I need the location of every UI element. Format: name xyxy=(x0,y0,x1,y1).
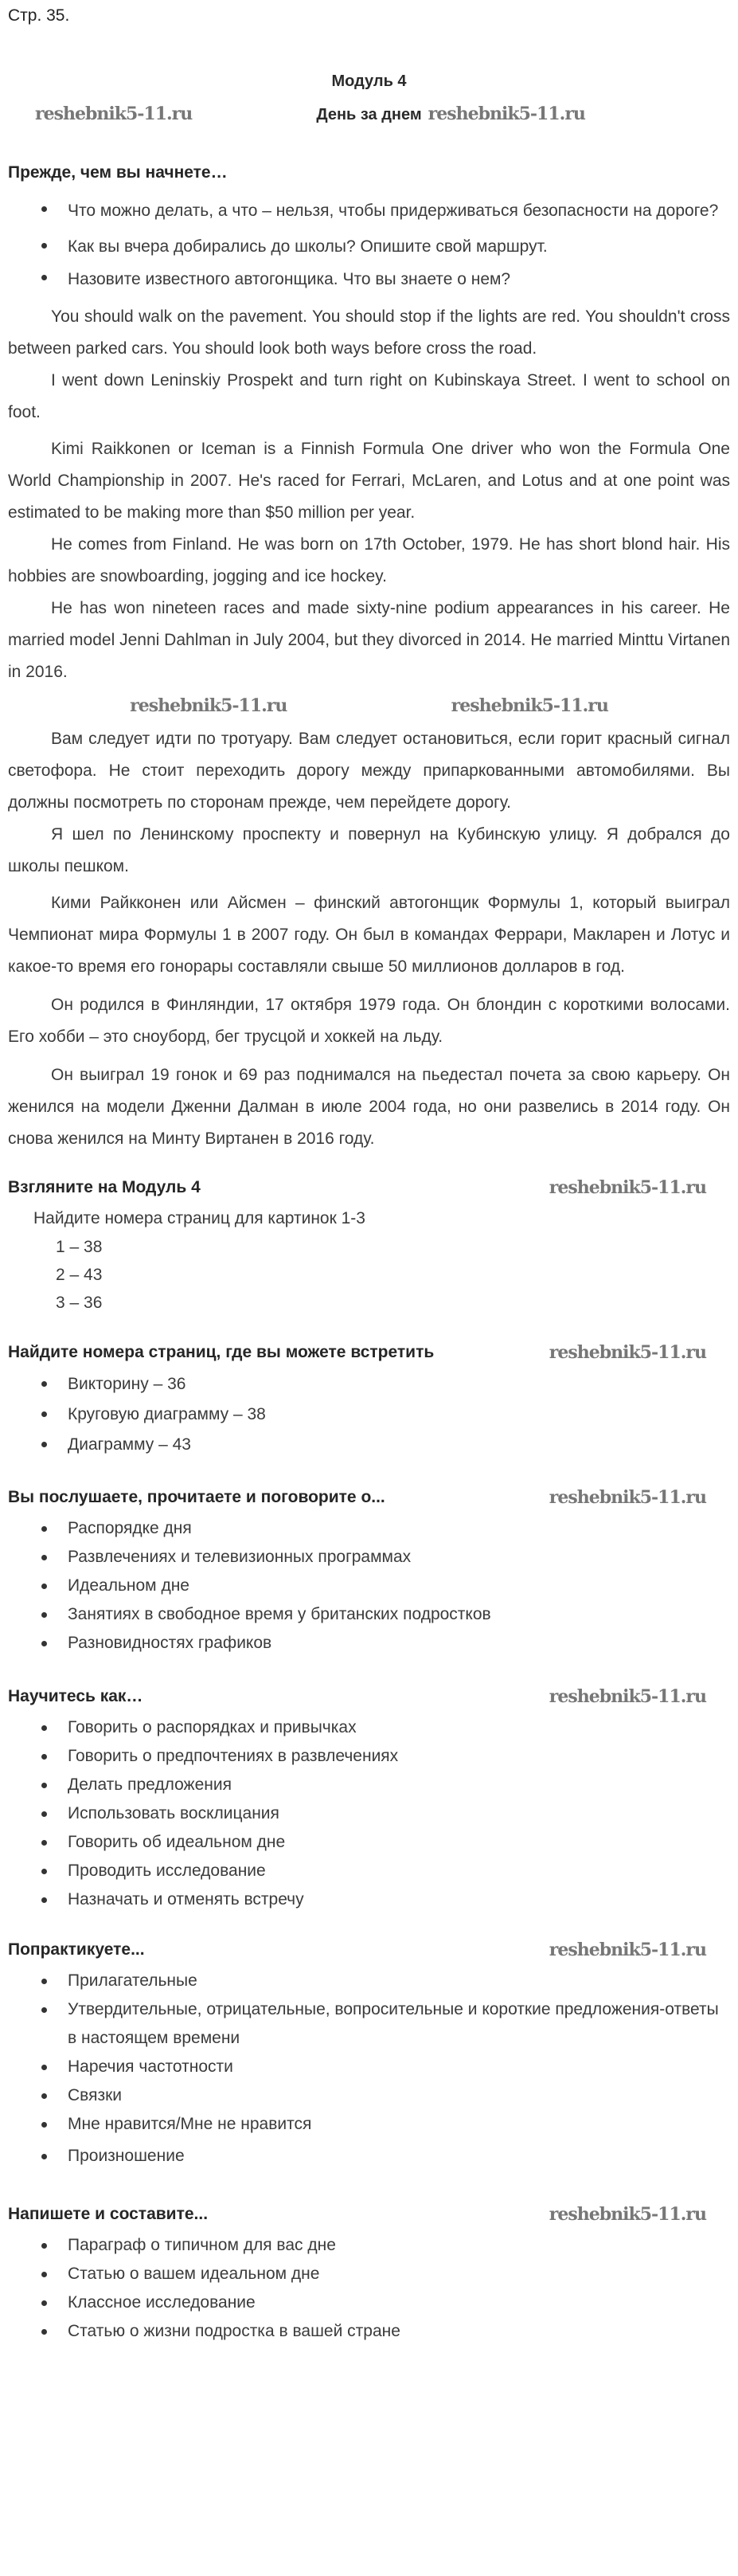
page-number: Стр. 35. xyxy=(8,6,70,25)
section-heading: Вы послушаете, прочитаете и поговорите о... xyxy=(8,1488,385,1506)
watermark: reshebnik5-11.ru xyxy=(549,1686,706,1707)
heading-row xyxy=(0,1341,738,1364)
listen-read-section xyxy=(0,1486,738,1658)
module-subtitle: День за днем xyxy=(316,106,422,123)
list-item: Статью о жизни подростка в вашей стране xyxy=(0,2317,738,2346)
heading-row xyxy=(0,1486,738,1509)
english-answers xyxy=(0,301,738,688)
heading-row xyxy=(0,1176,738,1200)
list-item: Развлечениях и телевизионных программах xyxy=(0,1543,738,1572)
list-item: Наречия частотности xyxy=(0,2053,738,2081)
section-heading: Напишете и составите... xyxy=(8,2205,209,2223)
russian-translation xyxy=(0,723,738,1155)
list-item: Назовите известного автогонщика. Что вы знаете о нем? xyxy=(0,263,738,296)
list-item: Занятиях в свободное время у британских подростков xyxy=(0,1600,738,1629)
list-item: Мне нравится/Мне не нравится xyxy=(0,2110,738,2139)
heading-row xyxy=(0,1938,738,1962)
watermark: reshebnik5-11.ru xyxy=(549,1177,706,1198)
watermark: reshebnik5-11.ru xyxy=(549,1342,706,1363)
list-item: Круговую диаграмму – 38 xyxy=(0,1400,738,1430)
module-title: Модуль 4 xyxy=(331,72,407,90)
list-item: Произношение xyxy=(0,2142,738,2171)
watermark: reshebnik5-11.ru xyxy=(35,104,193,124)
answer: 1 – 38 xyxy=(56,1238,103,1256)
write-section xyxy=(0,2202,738,2346)
paragraph: He comes from Finland. He was born on 17th October, 1979. He has short blond hair. His hobbies are snowboarding, jogging and ice hockey. xyxy=(8,535,730,585)
paragraph: I went down Leninskiy Prospekt and turn right on Kubinskaya Street. I went to school on foot. xyxy=(8,371,730,421)
paragraph: Вам следует идти по тротуару. Вам следует остановиться, если горит красный сигнал светофора. Не стоит переходить дорогу между припаркованными автомобилями. Вы должны посмотреть по сторонам прежде, чем перейдете дорогу. xyxy=(8,730,730,812)
paragraph: You should walk on the pavement. You should stop if the lights are red. You shouldn't cross between parked cars. You should look both ways before cross the road. xyxy=(8,307,730,358)
paragraph: Он родился в Финляндии, 17 октября 1979 года. Он блондин с короткими волосами. Его хобби – это сноуборд, бег трусцой и хоккей на льду. xyxy=(8,996,730,1046)
section-heading: Найдите номера страниц, где вы можете встретить xyxy=(8,1343,435,1361)
section-heading: Научитесь как… xyxy=(8,1687,143,1705)
watermark-row xyxy=(0,688,738,723)
list-item: Распорядке дня xyxy=(0,1514,738,1543)
list-item: Как вы вчера добирались до школы? Опишите свой маршрут. xyxy=(0,231,738,263)
watermark: reshebnik5-11.ru xyxy=(549,2204,706,2225)
paragraph: Kimi Raikkonen or Iceman is a Finnish Formula One driver who won the Formula One World Championship in 2007. He's raced for Ferrari, McLaren, and Lotus and at one point was estimated to be making more than $50 million per year. xyxy=(8,440,730,522)
instruction: Найдите номера страниц для картинок 1-3 xyxy=(33,1209,365,1227)
look-module-section xyxy=(0,1176,738,1317)
list-item: Диаграмму – 43 xyxy=(0,1430,738,1460)
paragraph: Кими Райкконен или Айсмен – финский автогонщик Формулы 1, который выиграл Чемпионат мира Формулы 1 в 2007 году. Он был в командах Феррари, Макларен и Лотус и какое-то время его гонорары составляли свыше 50 миллионов долларов в год. xyxy=(8,894,730,976)
heading-row xyxy=(0,1685,738,1709)
answer: 2 – 43 xyxy=(56,1266,103,1284)
list-item: Разновидностях графиков xyxy=(0,1629,738,1658)
answer: 3 – 36 xyxy=(56,1294,103,1312)
list-item: Говорить о предпочтениях в развлечениях xyxy=(0,1742,738,1771)
list-item: Связки xyxy=(0,2081,738,2110)
heading-row xyxy=(0,2202,738,2226)
find-pages-section xyxy=(0,1341,738,1460)
list-item: Назначать и отменять встречу xyxy=(0,1885,738,1914)
list-item: Делать предложения xyxy=(0,1771,738,1799)
list-item: Идеальном дне xyxy=(0,1572,738,1600)
watermark: reshebnik5-11.ru xyxy=(549,1940,706,1960)
section-heading: Прежде, чем вы начнете… xyxy=(8,163,228,182)
list-item: Классное исследование xyxy=(0,2288,738,2317)
list-item: Говорить о распорядках и привычках xyxy=(0,1713,738,1742)
list-item: Прилагательные xyxy=(0,1967,738,1995)
list-item: Утвердительные, отрицательные, вопросительные и короткие предложения-ответы в настоящем времени xyxy=(0,1995,738,2053)
paragraph: Он выиграл 19 гонок и 69 раз поднимался на пьедестал почета за свою карьеру. Он женился на модели Дженни Далман в июле 2004 года, но они развелись в 2014 году. Он снова женился на Минту Виртанен в 2016 году. xyxy=(8,1066,730,1148)
list-item: Говорить об идеальном дне xyxy=(0,1828,738,1857)
paragraph: He has won nineteen races and made sixty-nine podium appearances in his career. He married model Jenni Dahlman in July 2004, but they divorced in 2014. He married Minttu Virtanen in 2016. xyxy=(8,599,730,681)
list-item: Использовать восклицания xyxy=(0,1799,738,1828)
watermark: reshebnik5-11.ru xyxy=(428,104,585,124)
list-item: Проводить исследование xyxy=(0,1857,738,1885)
watermark: reshebnik5-11.ru xyxy=(130,695,287,716)
list-item: Параграф о типичном для вас дне xyxy=(0,2231,738,2260)
subtitle-row xyxy=(0,102,738,126)
practice-section xyxy=(0,1938,738,2171)
watermark: reshebnik5-11.ru xyxy=(451,695,608,716)
list-item: Что можно делать, а что – нельзя, чтобы придерживаться безопасности на дороге? xyxy=(0,194,738,228)
section-heading: Взгляните на Модуль 4 xyxy=(8,1178,201,1196)
learn-how-section xyxy=(0,1685,738,1914)
watermark: reshebnik5-11.ru xyxy=(549,1487,706,1508)
before-start-section xyxy=(0,161,738,296)
paragraph: Я шел по Ленинскому проспекту и повернул на Кубинскую улицу. Я добрался до школы пешком. xyxy=(8,825,730,875)
section-heading: Попрактикуете... xyxy=(8,1940,145,1959)
heading-row xyxy=(0,161,738,185)
list-item: Статью о вашем идеальном дне xyxy=(0,2260,738,2288)
list-item: Викторину – 36 xyxy=(0,1369,738,1400)
